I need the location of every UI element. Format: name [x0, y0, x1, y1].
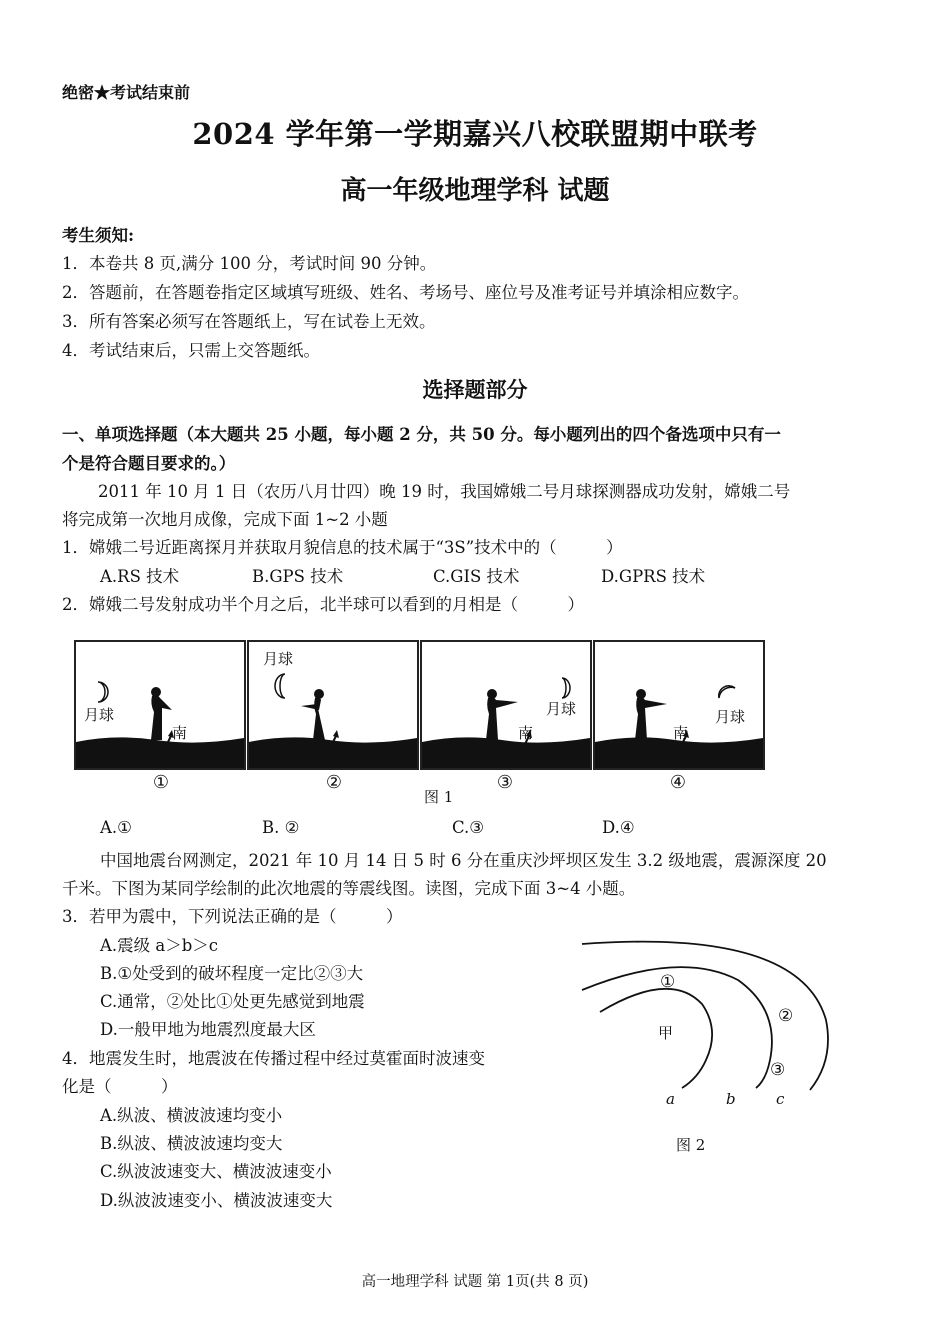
option: C.纵波波速变大、横波波速变小: [100, 1162, 332, 1181]
option: B.①处受到的破坏程度一定比②③大: [100, 964, 364, 983]
moon-phase-panel-2: [247, 640, 419, 770]
passage-text: 千米。下图为某同学绘制的此次地震的等震线图。读图，完成下面 3~4 小题。: [62, 879, 636, 898]
passage-text: 将完成第一次地月成像，完成下面 1~2 小题: [62, 510, 388, 529]
moon-phase-panel-3: [420, 640, 592, 770]
line-label: a: [666, 1090, 675, 1108]
panel-number: ②: [325, 772, 343, 793]
option: B.GPS 技术: [252, 567, 344, 586]
figure-1: [74, 640, 766, 770]
section-title: 选择题部分: [422, 377, 528, 402]
point-label: ③: [770, 1060, 786, 1080]
panel-number: ①: [152, 772, 170, 793]
south-label: 南: [673, 724, 689, 742]
option: D.GPRS 技术: [601, 567, 706, 586]
option: A.①: [100, 818, 132, 837]
isoseismal-line-a: [600, 989, 712, 1088]
part1-heading-cont: 个是符合题目要求的。）: [62, 454, 236, 473]
page-footer: 高一地理学科 试题 第 1页(共 8 页): [361, 1274, 589, 1290]
secret-label: 绝密★考试结束前: [62, 83, 191, 102]
moon-phase-panel-1: [74, 640, 246, 770]
figure-1-caption: 图 1: [424, 788, 454, 806]
question-stem: 3．若甲为震中，下列说法正确的是（ ）: [62, 907, 403, 926]
isoseismal-diagram: [570, 930, 840, 1110]
panel-number: ③: [496, 772, 514, 793]
option: A.RS 技术: [100, 567, 180, 586]
question-stem: 1．嫦娥二号近距离探月并获取月貌信息的技术属于“3S”技术中的（ ）: [62, 538, 623, 557]
point-label: ①: [660, 972, 676, 992]
notice-heading: 考生须知:: [62, 226, 135, 245]
south-label: 南: [172, 724, 188, 742]
line-label: c: [776, 1090, 785, 1108]
question-stem-cont: 化是（ ）: [62, 1077, 178, 1096]
south-label: 南: [518, 724, 534, 742]
line-label: b: [726, 1090, 736, 1108]
question-stem: 4．地震发生时，地震波在传播过程中经过莫霍面时波速变: [62, 1049, 485, 1068]
epicenter-label: 甲: [658, 1024, 674, 1042]
passage-text: 中国地震台网测定，2021 年 10 月 14 日 5 时 6 分在重庆沙坪坝区发生 3.2 级地震，震源深度 20: [100, 851, 827, 870]
option: A.纵波、横波波速均变小: [100, 1106, 283, 1125]
moon-label: 月球: [84, 706, 115, 724]
option: B. ②: [262, 818, 300, 837]
option: C.通常，②处比①处更先感觉到地震: [100, 992, 365, 1011]
option: C.③: [452, 818, 485, 837]
option: C.GIS 技术: [433, 567, 520, 586]
exam-subtitle: 高一年级地理学科 试题: [340, 176, 610, 206]
notice-item: 2．答题前，在答题卷指定区域填写班级、姓名、考场号、座位号及准考证号并填涂相应数字。: [62, 283, 749, 302]
panel-number: ④: [669, 772, 687, 793]
part1-heading: 一、单项选择题（本大题共 25 小题，每小题 2 分，共 50 分。每小题列出的四个备选项中只有一: [62, 425, 781, 444]
moon-phase-panel-4: [593, 640, 765, 770]
option: D.纵波波速变小、横波波速变大: [100, 1191, 333, 1210]
passage-text: 2011 年 10 月 1 日（农历八月廿四）晚 19 时，我国嫦娥二号月球探测器成功发射，嫦娥二号: [98, 482, 791, 501]
exam-title: 2024 学年第一学期嘉兴八校联盟期中联考: [192, 117, 758, 151]
option: B.纵波、横波波速均变大: [100, 1134, 283, 1153]
option: A.震级 a＞b＞c: [100, 936, 219, 955]
moon-label: 月球: [546, 700, 577, 718]
notice-item: 1．本卷共 8 页,满分 100 分，考试时间 90 分钟。: [62, 254, 437, 273]
question-stem: 2．嫦娥二号发射成功半个月之后，北半球可以看到的月相是（ ）: [62, 595, 584, 614]
isoseismal-line-b: [582, 967, 772, 1088]
moon-label: 月球: [715, 708, 746, 726]
option: D.④: [602, 818, 635, 837]
point-label: ②: [778, 1006, 794, 1026]
moon-label: 月球: [263, 650, 294, 668]
option: D.一般甲地为地震烈度最大区: [100, 1020, 316, 1039]
figure-2: [570, 930, 840, 1110]
notice-item: 4．考试结束后，只需上交答题纸。: [62, 341, 320, 360]
figure-2-caption: 图 2: [676, 1136, 706, 1154]
notice-item: 3．所有答案必须写在答题纸上，写在试卷上无效。: [62, 312, 436, 331]
